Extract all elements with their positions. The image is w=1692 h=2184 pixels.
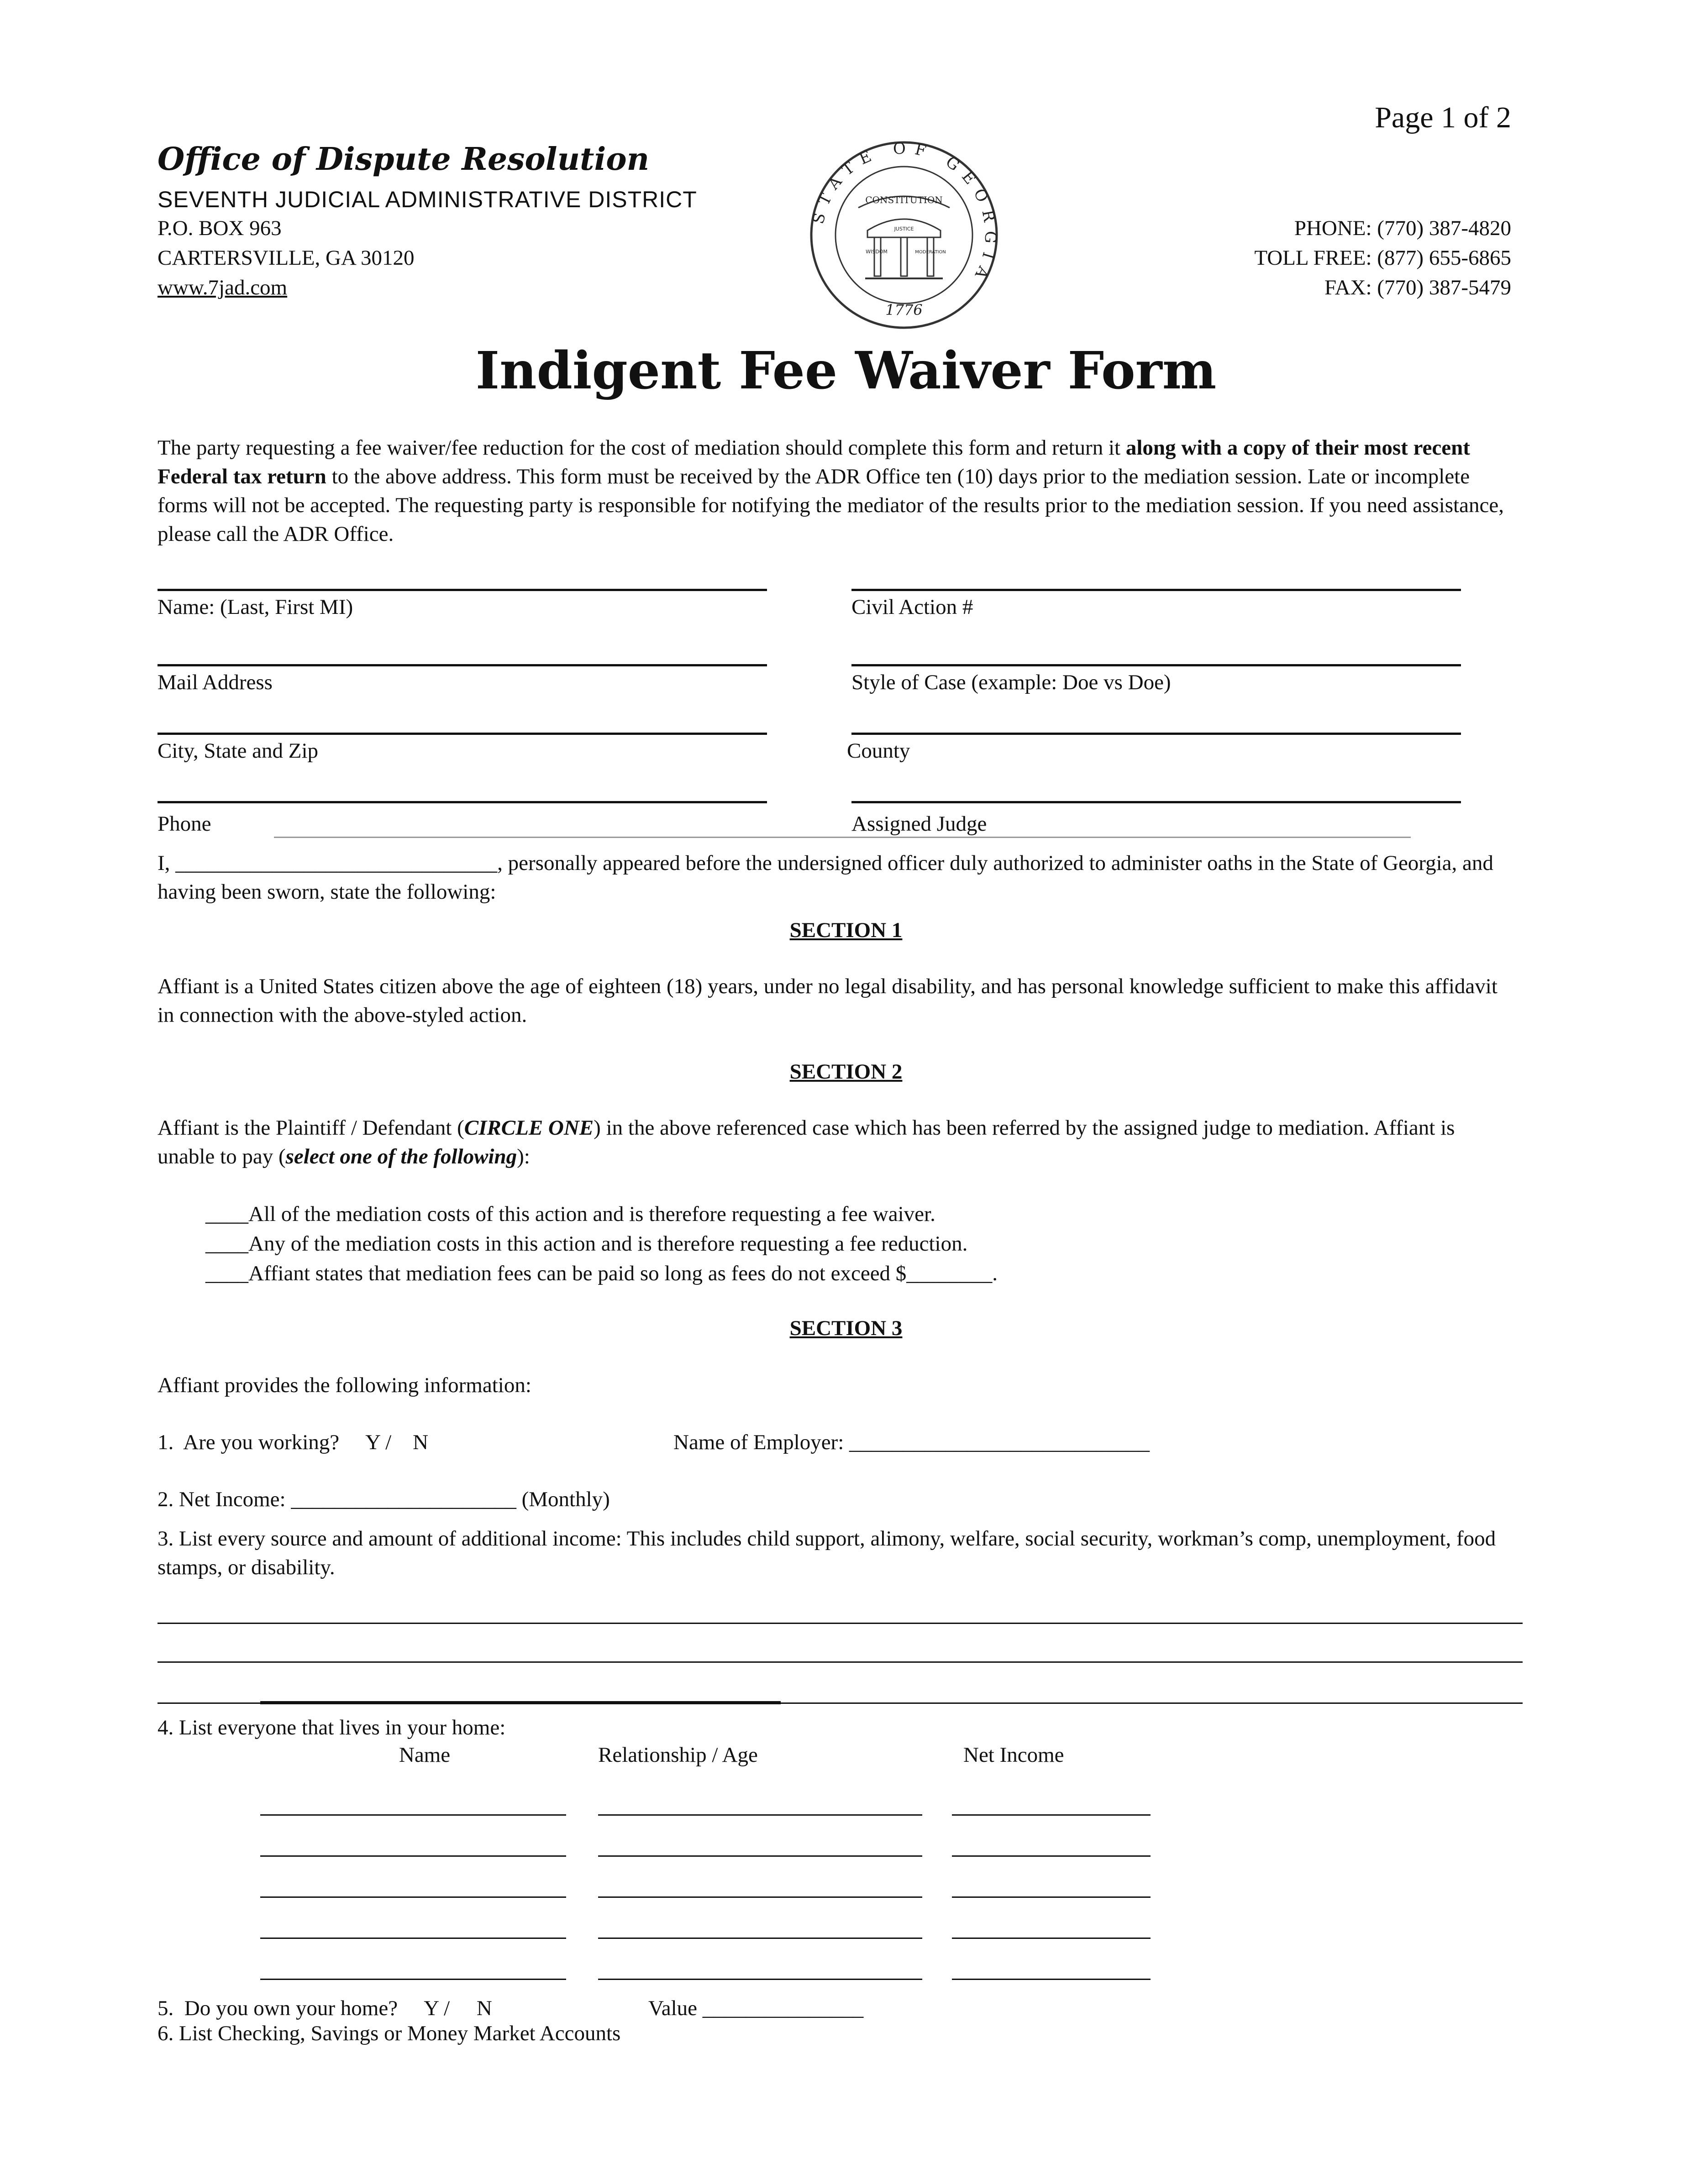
intro-text-1: The party requesting a fee waiver/fee reduction for the cost of mediation should complete this form and return it xyxy=(158,436,1126,460)
seal-ring-text: STATE OF GEORGIA xyxy=(809,139,1000,289)
county-input-line[interactable] xyxy=(851,733,1461,735)
q3-answer-line-1[interactable] xyxy=(158,1623,1523,1624)
section-3-heading: SECTION 3 xyxy=(789,1316,903,1340)
q5-home-value[interactable]: Value _______________ xyxy=(648,1996,864,2020)
q4-col-income: Net Income xyxy=(963,1743,1064,1767)
section-3-intro: Affiant provides the following information: xyxy=(158,1373,531,1397)
household-name-line[interactable] xyxy=(260,1814,566,1816)
section-2-heading: SECTION 2 xyxy=(789,1060,903,1084)
q6-accounts: 6. List Checking, Savings or Money Market Accounts xyxy=(158,2022,621,2045)
section-2-text-b: ) in the above referenced case which has been referred by the assigned judge to mediation. Affiant is unable to pay ( xyxy=(158,1116,1455,1168)
affiant-name-blank[interactable]: ______________________________ xyxy=(175,851,498,875)
household-income-line[interactable] xyxy=(952,1979,1151,1980)
city-state-zip-input-line[interactable] xyxy=(158,733,767,735)
phone-number: PHONE: (770) 387-4820 xyxy=(1294,216,1511,240)
civil-action-input-line[interactable] xyxy=(851,589,1461,591)
seal-year: 1776 xyxy=(885,301,923,319)
circle-one-emphasis: CIRCLE ONE xyxy=(464,1116,594,1140)
household-income-line[interactable] xyxy=(952,1855,1151,1857)
option-fee-cap[interactable]: ____Affiant states that mediation fees can be paid so long as fees do not exceed $________. xyxy=(205,1262,998,1285)
option-fee-reduction[interactable]: ____Any of the mediation costs in this action and is therefore requesting a fee reduction. xyxy=(205,1232,968,1256)
mail-address-label: Mail Address xyxy=(158,670,273,694)
section-2-text-a: Affiant is the Plaintiff / Defendant ( xyxy=(158,1116,464,1140)
household-name-line[interactable] xyxy=(260,1896,566,1898)
mail-address-input-line[interactable] xyxy=(158,664,767,666)
office-title: Office of Dispute Resolution xyxy=(158,141,650,178)
name-input-line[interactable] xyxy=(158,589,767,591)
assigned-judge-input-line[interactable] xyxy=(851,801,1461,803)
affidavit-prefix: I, xyxy=(158,851,176,875)
po-box: P.O. BOX 963 xyxy=(158,216,282,240)
household-relationship-line[interactable] xyxy=(598,1855,922,1857)
q3-answer-line-overstrike xyxy=(260,1701,781,1704)
affidavit-statement xyxy=(158,849,1513,906)
household-relationship-line[interactable] xyxy=(598,1938,922,1939)
household-income-line[interactable] xyxy=(952,1814,1151,1816)
svg-text:STATE OF GEORGIA xyxy=(809,140,1000,289)
judge-underline xyxy=(274,837,1411,838)
household-relationship-line[interactable] xyxy=(598,1814,922,1816)
section-2-text xyxy=(158,1114,1513,1171)
section-2-text-c: ): xyxy=(517,1145,530,1168)
city-address: CARTERSVILLE, GA 30120 xyxy=(158,246,415,270)
q3-answer-line-2[interactable] xyxy=(158,1661,1523,1663)
q5-own-home[interactable]: 5. Do you own your home? Y / N xyxy=(158,1996,492,2020)
option-fee-waiver[interactable]: ____All of the mediation costs of this action and is therefore requesting a fee waiver. xyxy=(205,1202,935,1226)
phone-input-line[interactable] xyxy=(158,801,767,803)
city-state-zip-label: City, State and Zip xyxy=(158,739,319,763)
select-one-emphasis: select one of the following xyxy=(285,1145,517,1168)
q2-net-income[interactable]: 2. Net Income: _____________________ (Monthly) xyxy=(158,1487,610,1511)
county-label: County xyxy=(847,739,910,763)
name-label: Name: (Last, First MI) xyxy=(158,595,353,619)
seal-motto-2: JUSTICE xyxy=(894,226,914,232)
household-name-line[interactable] xyxy=(260,1855,566,1857)
intro-text-2: to the above address. This form must be received by the ADR Office ten (10) days prior to the mediation session. Late or incomplete forms will not be accepted. The requesting party is responsible for notifying the mediator of the results prior to the mediation session. If you need assistance, please call the ADR Office. xyxy=(158,465,1504,546)
phone-label: Phone xyxy=(158,812,211,836)
household-name-line[interactable] xyxy=(260,1938,566,1939)
household-name-line[interactable] xyxy=(260,1979,566,1980)
style-of-case-input-line[interactable] xyxy=(851,664,1461,666)
seal-motto-1: WISDOM xyxy=(866,249,888,255)
district-name: SEVENTH JUDICIAL ADMINISTRATIVE DISTRICT xyxy=(158,187,697,212)
style-of-case-label: Style of Case (example: Doe vs Doe) xyxy=(851,670,1171,694)
intro-text-bold: along with a copy of their most recent Federal tax return xyxy=(158,436,1470,488)
household-relationship-line[interactable] xyxy=(598,1896,922,1898)
page-number: Page 1 of 2 xyxy=(1375,101,1511,134)
georgia-seal xyxy=(808,139,1000,331)
seal-motto-3: MODERATION xyxy=(915,250,946,255)
q3-additional-income: 3. List every source and amount of additional income: This includes child support, alimony, welfare, social security, workman’s comp, unemployment, food stamps, or disability. xyxy=(158,1527,1496,1579)
form-title: Indigent Fee Waiver Form xyxy=(475,341,1217,401)
toll-free-number: TOLL FREE: (877) 655-6865 xyxy=(1254,246,1511,270)
intro-paragraph xyxy=(158,434,1513,549)
website-link[interactable]: www.7jad.com xyxy=(158,276,288,299)
q1-employer[interactable]: Name of Employer: ____________________________ xyxy=(673,1430,1150,1454)
q4-col-name: Name xyxy=(399,1743,451,1767)
q4-col-relationship: Relationship / Age xyxy=(598,1743,758,1767)
affidavit-text: , personally appeared before the undersigned officer duly authorized to administer oaths in the State of Georgia, and having been sworn, state the following: xyxy=(158,851,1493,904)
q4-household: 4. List everyone that lives in your home: xyxy=(158,1716,506,1739)
q1-working[interactable]: 1. Are you working? Y / N xyxy=(158,1430,429,1454)
civil-action-label: Civil Action # xyxy=(851,595,973,619)
household-income-line[interactable] xyxy=(952,1938,1151,1939)
household-relationship-line[interactable] xyxy=(598,1979,922,1980)
fax-number: FAX: (770) 387-5479 xyxy=(1324,276,1511,299)
assigned-judge-label: Assigned Judge xyxy=(851,812,987,836)
household-income-line[interactable] xyxy=(952,1896,1151,1898)
seal-banner: CONSTITUTION xyxy=(865,194,943,205)
section-1-heading: SECTION 1 xyxy=(789,918,903,942)
section-1-text: Affiant is a United States citizen above the age of eighteen (18) years, under no legal disability, and has personal knowledge sufficient to make this affidavit in connection with the above-styled action. xyxy=(158,974,1498,1027)
